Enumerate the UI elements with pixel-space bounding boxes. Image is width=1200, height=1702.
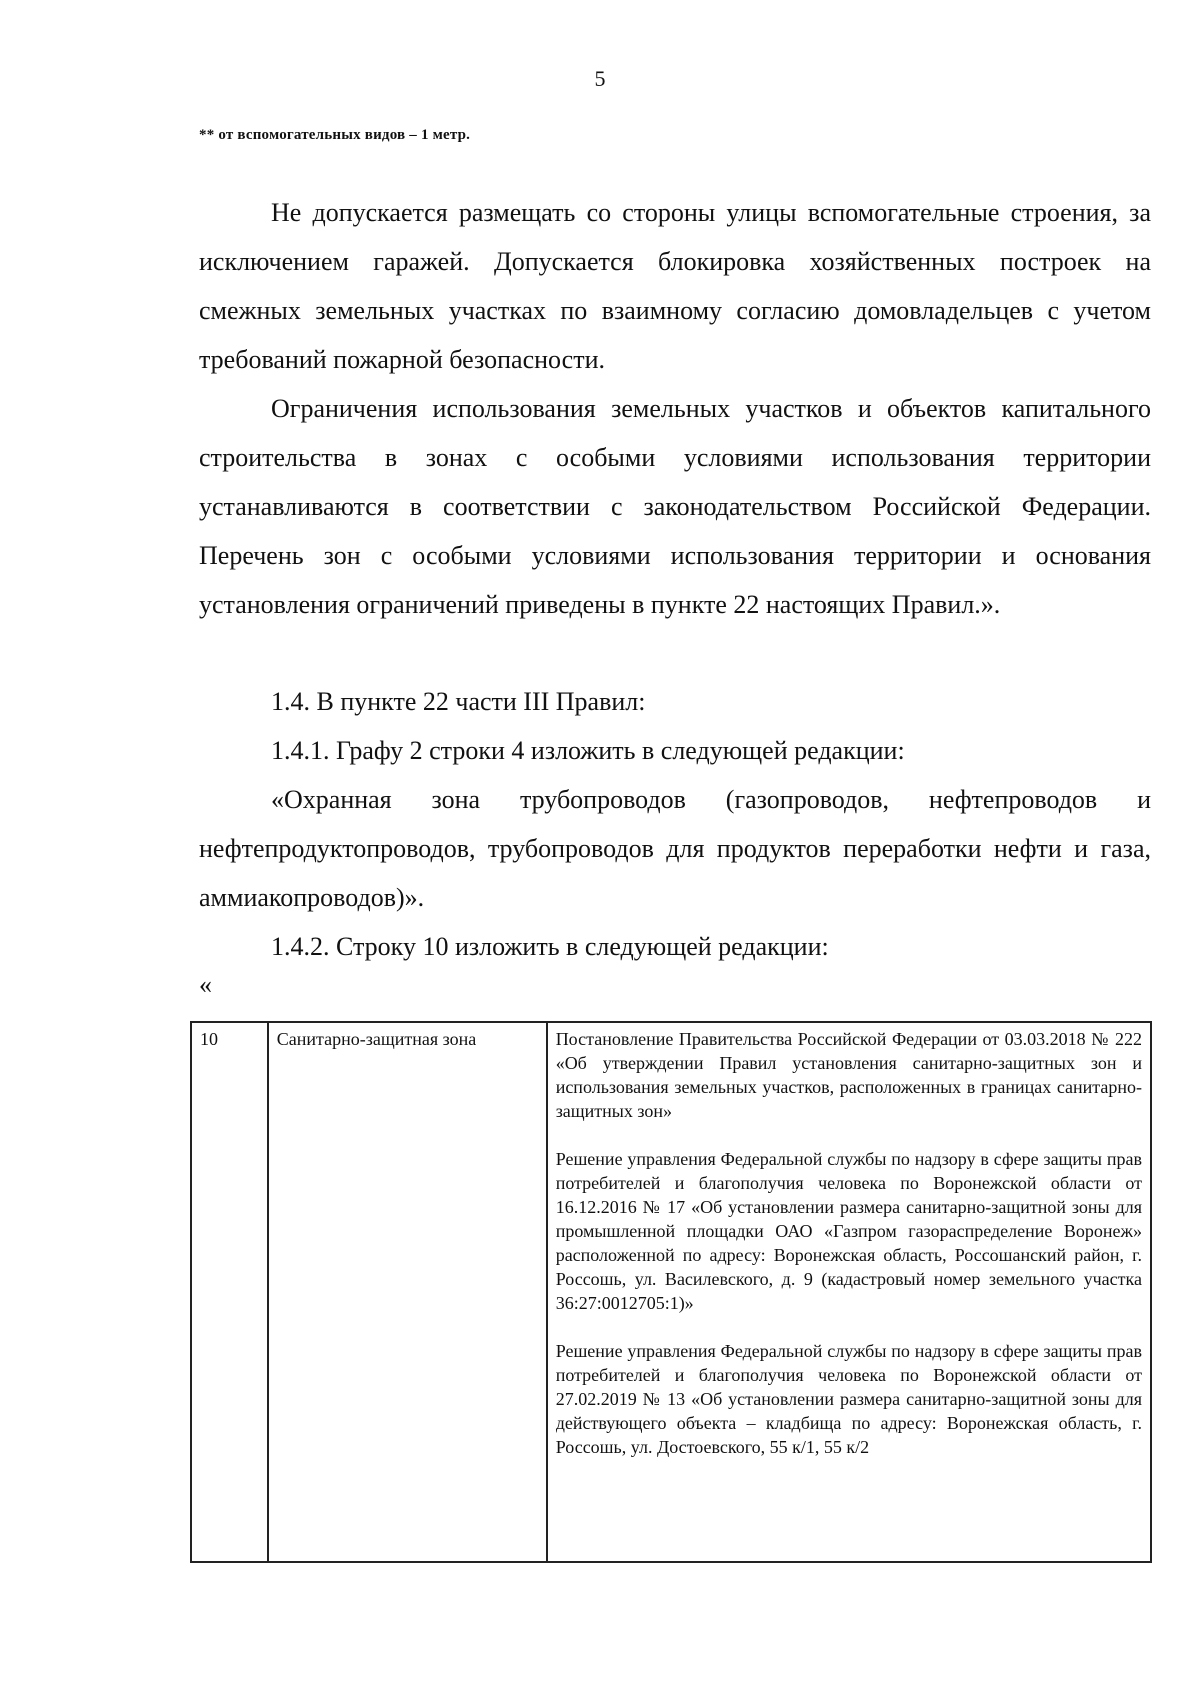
paragraph-text: 1.4. В пункте 22 части III Правил: [271,687,646,716]
clause-1-4-2 [199,922,1151,971]
zone-name-cell [268,1022,547,1562]
open-quote-mark: « [199,970,212,999]
table-row [191,1022,1151,1562]
clause-1-4-1 [199,726,1151,775]
row-number-cell [191,1022,268,1562]
paragraph-text: 1.4.1. Графу 2 строки 4 изложить в следующей редакции: [271,736,905,765]
zone-name: Санитарно-защитная зона [276,1029,477,1049]
legal-basis-list [556,1027,1142,1559]
quoted-pipeline-zone [199,775,1151,922]
legal-document: Решение управления Федеральной службы по надзору в сфере защиты прав потребителей и благополучия человека по Воронежской области от 27.02.2019 № 13 «Об установлении размера санитарно-защитной зоны для действующего объекта – кладбища по адресу: Воронежская область, г. Россошь, ул. Достоевского, 55 к/1, 55 к/2 [555,1341,1142,1457]
paragraph-text: 1.4.2. Строку 10 изложить в следующей редакции: [271,932,829,961]
paragraph-restrictions [199,384,1151,629]
zones-table [190,1021,1152,1563]
legal-document: Постановление Правительства Российской Федерации от 03.03.2018 № 222 «Об утверждении Правил установления санитарно-защитных зон и использования земельных участков, расположенных в границах санитарно-защитных зон» [555,1029,1142,1121]
page-number: 5 [594,66,606,91]
paragraph-text: Ограничения использования земельных участков и объектов капитального строительства в зонах с особыми условиями использования территории устанавливаются в соответствии с законодательством Российской Федерации. Перечень зон с особыми условиями использования территории и основания установления ограничений приведены в пункте 22 настоящих Правил.». [199,394,1151,619]
row-number: 10 [200,1029,218,1049]
clause-1-4 [199,677,1151,726]
paragraph-auxiliary-buildings [199,188,1151,384]
legal-basis-cell [547,1022,1151,1562]
legal-document: Решение управления Федеральной службы по надзору в сфере защиты прав потребителей и благополучия человека по Воронежской области от 16.12.2016 № 17 «Об установлении размера санитарно-защитной зоны для промышленной площадки ОАО «Газпром газораспределение Воронеж» расположенной по адресу: Воронежская область, Россошанский район, г. Россошь, ул. Василевского, д. 9 (кадастровый номер земельного участка 36:27:0012705:1)» [555,1149,1142,1313]
paragraph-text: «Охранная зона трубопроводов (газопроводов, нефтепроводов и нефтепродуктопроводов, трубопроводов для продуктов переработки нефти и газа, аммиакопроводов)». [199,785,1151,912]
footnote: ** от вспомогательных видов – 1 метр. [199,127,471,143]
paragraph-text: Не допускается размещать со стороны улицы вспомогательные строения, за исключением гаражей. Допускается блокировка хозяйственных построек на смежных земельных участках по взаимному согласию домовладельцев с учетом требований пожарной безопасности. [199,198,1151,374]
